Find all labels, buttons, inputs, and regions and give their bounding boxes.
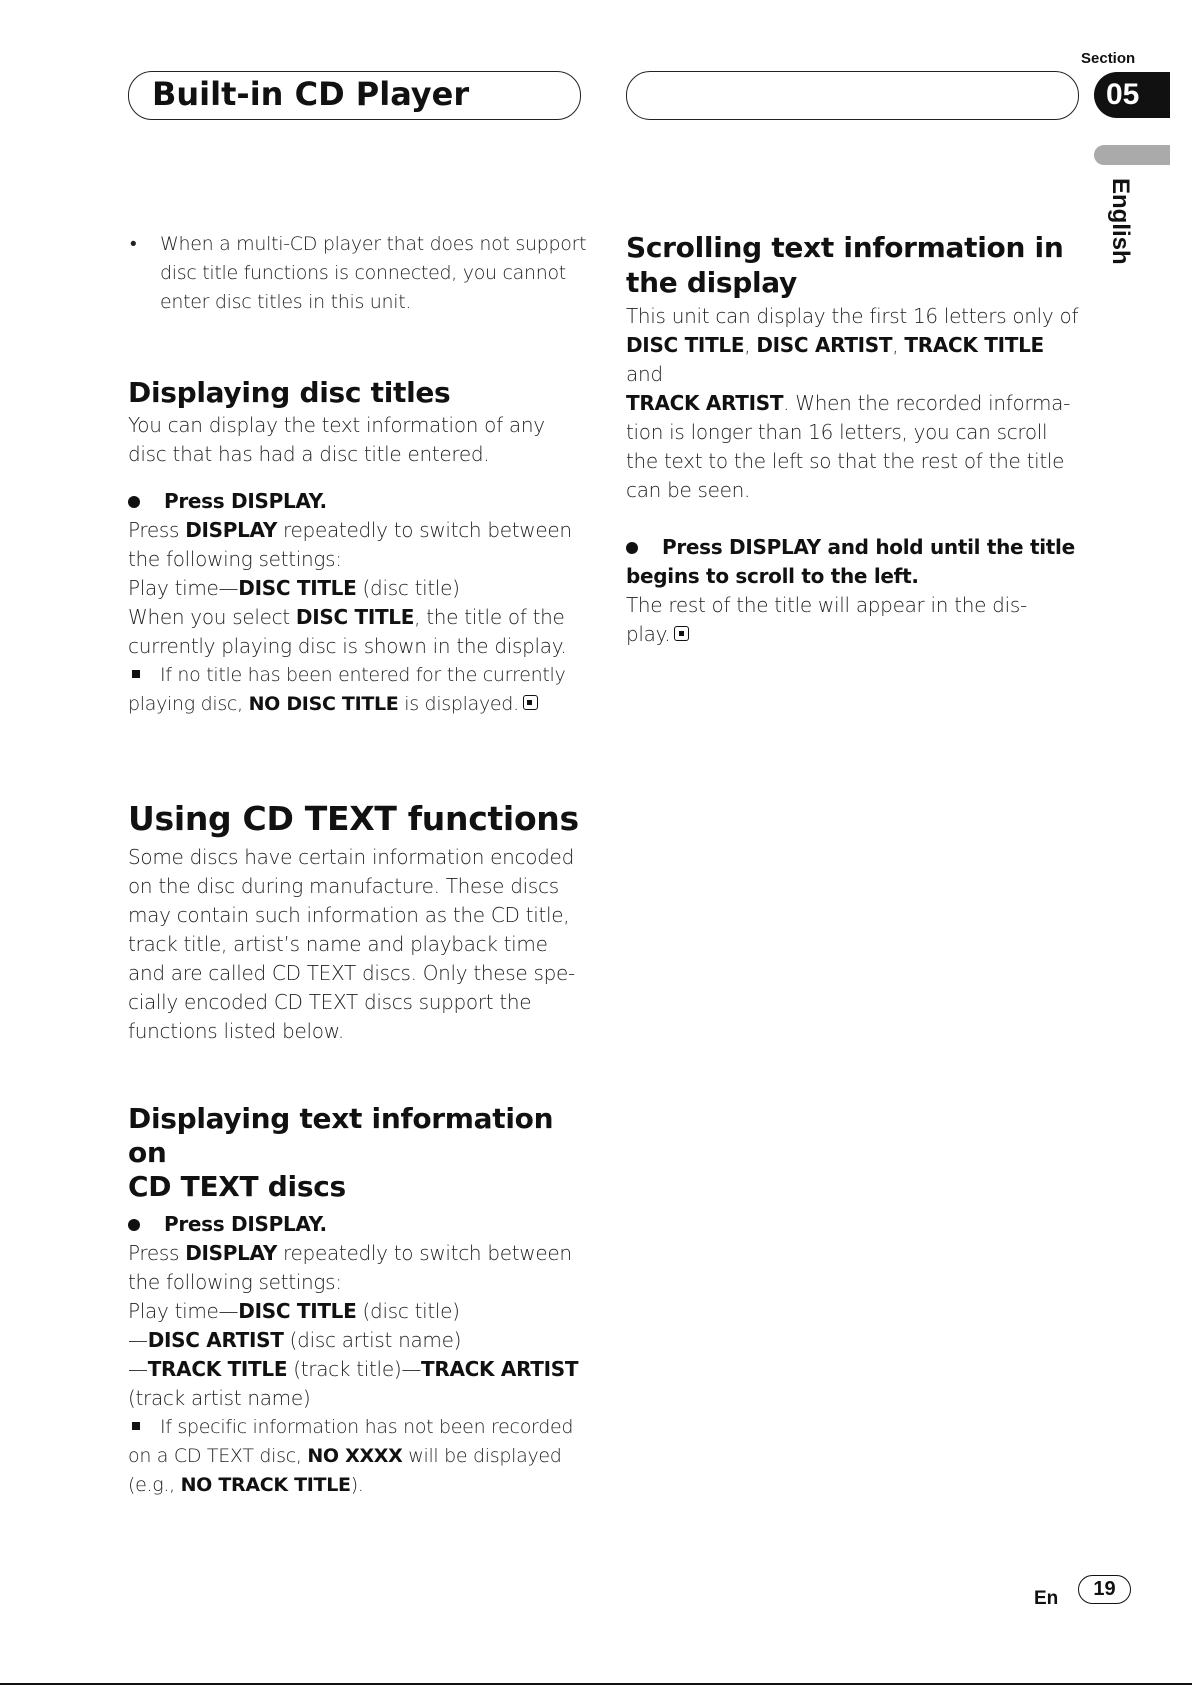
text-line: the following settings: [128,1270,342,1294]
heading-displaying-text-info: Displaying text information on CD TEXT discs [128,1102,554,1203]
text-line: Play time—DISC TITLE (disc title) [128,1299,460,1323]
text-line: Some discs have certain information encoded [128,845,574,869]
section-number: 05 [1094,72,1170,118]
step-bullet-icon [128,1219,140,1231]
step-bullet-icon [128,496,140,508]
text-line: on the disc during manufacture. These discs [128,874,559,898]
note-line: on a CD TEXT disc, NO XXXX will be displayed [128,1445,562,1467]
note-line: If no title has been entered for the currently [128,661,598,690]
note-square-icon [132,670,140,678]
note-line: disc title functions is connected, you cannot [160,262,566,284]
language-tab [1094,145,1170,165]
text-line: the following settings: [128,547,342,571]
text-line: —TRACK TITLE (track title)—TRACK ARTIST [128,1357,579,1381]
step-press-display: Press DISPLAY. [128,487,598,516]
text-line: —DISC ARTIST (disc artist name) [128,1328,462,1352]
page-number: 19 [1078,1575,1131,1604]
intro-line: You can display the text information of any [128,413,545,437]
text-line: Play time—DISC TITLE (disc title) [128,576,460,600]
heading-scrolling-text: Scrolling text information in the display [626,231,1064,299]
heading-displaying-disc-titles: Displaying disc titles [128,376,451,409]
step-press-display: Press DISPLAY. [128,1210,598,1239]
end-of-section-icon [674,626,689,641]
note-line: If specific information has not been recorded [128,1413,598,1442]
text-line: the text to the left so that the rest of the title [626,449,1065,473]
note-line: When a multi-CD player that does not support [160,233,587,255]
note-line: playing disc, NO DISC TITLE is displayed. [128,690,598,719]
note-square-icon [132,1422,140,1430]
header-right-frame [626,71,1079,120]
right-column [626,230,1081,649]
text-line: currently playing disc is shown in the display. [128,634,567,658]
heading-using-cd-text: Using CD TEXT functions [128,799,579,838]
footer-language-code: En [1034,1588,1059,1609]
section-label: Section [1081,50,1136,67]
text-line: This unit can display the first 16 letters only of [626,304,1079,328]
note-line: (e.g., NO TRACK TITLE). [128,1474,364,1496]
step-bullet-icon [626,542,638,554]
text-line: play. [626,620,1081,649]
intro-line: disc that has had a disc title entered. [128,442,490,466]
text-line: (track artist name) [128,1386,311,1410]
bullet-mark: • [130,233,137,255]
text-line: can be seen. [626,478,751,502]
text-line: may contain such information as the CD title, [128,903,570,927]
text-line: Press DISPLAY repeatedly to switch between [128,1241,572,1265]
text-line: When you select DISC TITLE, the title of the [128,605,565,629]
text-line: functions listed below. [128,1019,344,1043]
text-line: TRACK ARTIST. When the recorded informa- [626,391,1071,415]
chapter-title: Built-in CD Player [152,75,470,113]
step-press-display-hold-cont: begins to scroll to the left. [626,564,919,588]
end-of-section-icon [523,695,538,710]
text-line: The rest of the title will appear in the dis- [626,593,1027,617]
text-line: Press DISPLAY repeatedly to switch between [128,518,572,542]
left-column [128,230,598,1500]
text-line: cially encoded CD TEXT discs support the [128,990,532,1014]
text-line: DISC TITLE, DISC ARTIST, TRACK TITLE and [626,333,1044,386]
note-line: enter disc titles in this unit. [160,291,412,313]
text-line: and are called CD TEXT discs. Only these spe- [128,961,575,985]
multi-cd-note [128,230,598,317]
language-label: English [1107,178,1134,265]
text-line: track title, artist’s name and playback time [128,932,548,956]
text-line: tion is longer than 16 letters, you can scroll [626,420,1048,444]
step-press-display-hold: Press DISPLAY and hold until the title [626,533,1081,562]
